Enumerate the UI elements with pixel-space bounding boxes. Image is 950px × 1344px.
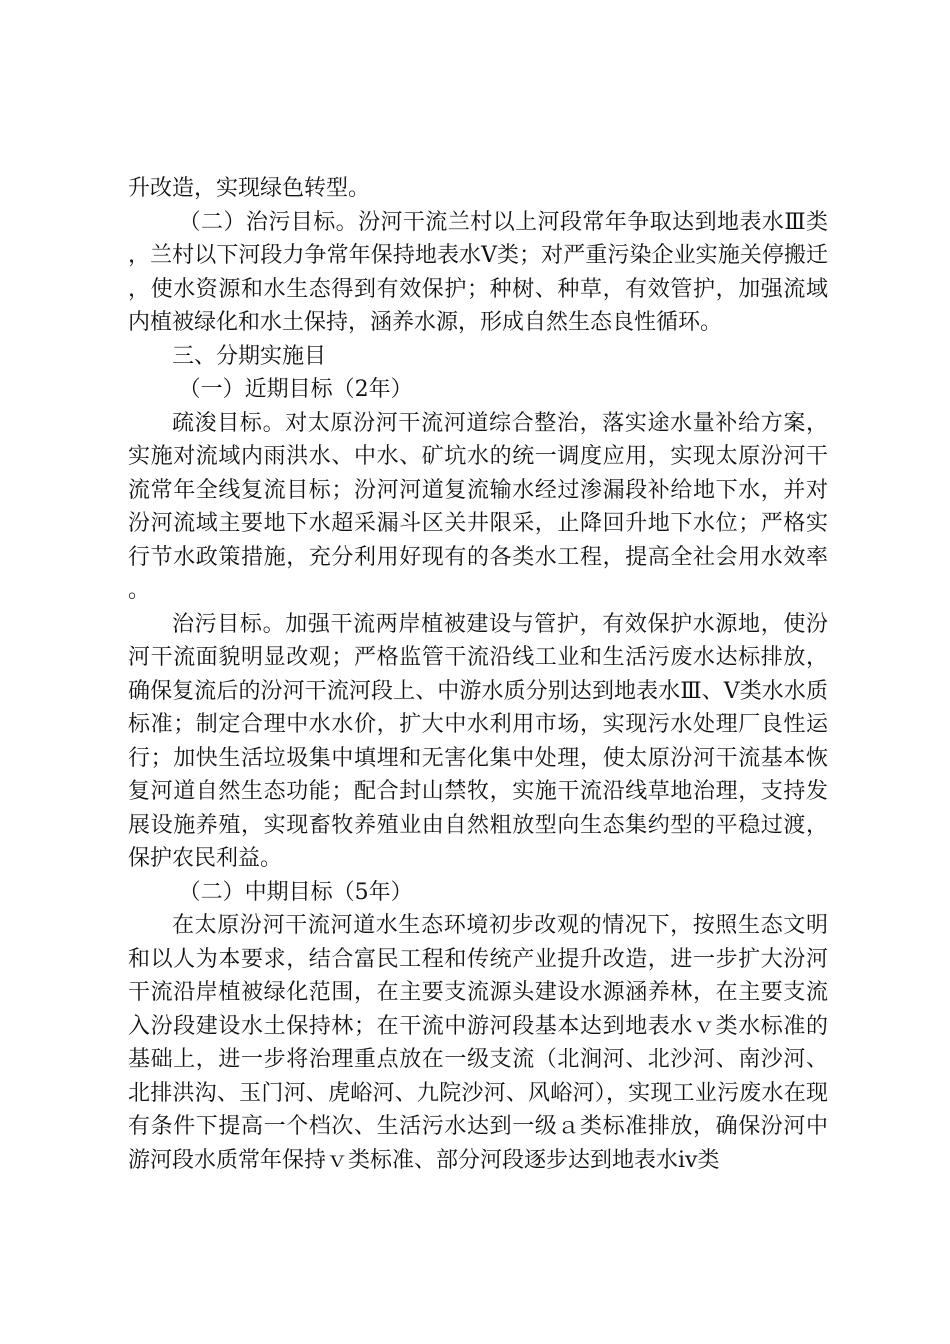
paragraph-continuation: 升改造，实现绿色转型。 xyxy=(128,176,371,201)
subheading-short-term-goal: （一）近期目标（2年） xyxy=(178,377,413,402)
subheading-mid-term-goal: （二）中期目标（5年） xyxy=(178,879,413,905)
document-body xyxy=(128,172,828,1177)
paragraph-short-term-pollution-target: 治污目标。加强干流两岸植被建设与管护，有效保护水源地，使汾河干流面貌明显改观；严格监管干流沿线工业和生活污废水达标排放，确保复流后的汾河干流河段上、中游水质分别达到地表水Ⅲ、Ⅴ类水水质标准；制定合理中水水价，扩大中水利用市场，实现污水处理厂良性运行；加快生活垃圾集中填埋和无害化集中处理，使太原汾河干流基本恢复河道自然生态功能；配合封山禁牧，实施干流沿线草地治理，支持发展设施养殖，实现畜牧养殖业由自然粗放型向生态集约型的平稳过渡，保护农民利益。 xyxy=(128,611,828,871)
section-heading-phased-goals: 三、分期实施目 xyxy=(172,343,327,369)
paragraph-dredging-target: 疏浚目标。对太原汾河干流河道综合整治，落实途水量补给方案，实施对流域内雨洪水、中水、矿坑水的统一调度应用，实现太原汾河干流常年全线复流目标；汾河河道复流输水经过渗漏段补给地下水，并对汾河流域主要地下水超采漏斗区关井限采，止降回升地下水位；严格实行节水政策措施，充分利用好现有的各类水工程，提高全社会用水效率。 xyxy=(128,410,828,603)
paragraph-mid-term-body: 在太原汾河干流河道水生态环境初步改观的情况下，按照生态文明和以人为本要求，结合富民工程和传统产业提升改造，进一步扩大汾河干流沿岸植被绿化范围，在主要支流源头建设水源涵养林，在主要支流入汾段建设水土保持林；在干流中游河段基本达到地表水ｖ类水标准的基础上，进一步将治理重点放在一级支流（北涧河、北沙河、南沙河、北排洪沟、玉门河、虎峪河、九院沙河、风峪河），实现工业污废水在现有条件下提高一个档次、生活污水达到一级ａ类标准排放，确保汾河中游河段水质常年保持ｖ类标准、部分河段逐步达到地表水ⅳ类 xyxy=(128,913,828,1173)
paragraph-pollution-target: （二）治污目标。汾河干流兰村以上河段常年争取达到地表水Ⅲ类，兰村以下河段力争常年保持地表水Ⅴ类；对严重污染企业实施关停搬迁，使水资源和水生态得到有效保护；种树、种草，有效管护，加强流域内植被绿化和水土保持，涵养水源，形成自然生态良性循环。 xyxy=(128,209,828,335)
